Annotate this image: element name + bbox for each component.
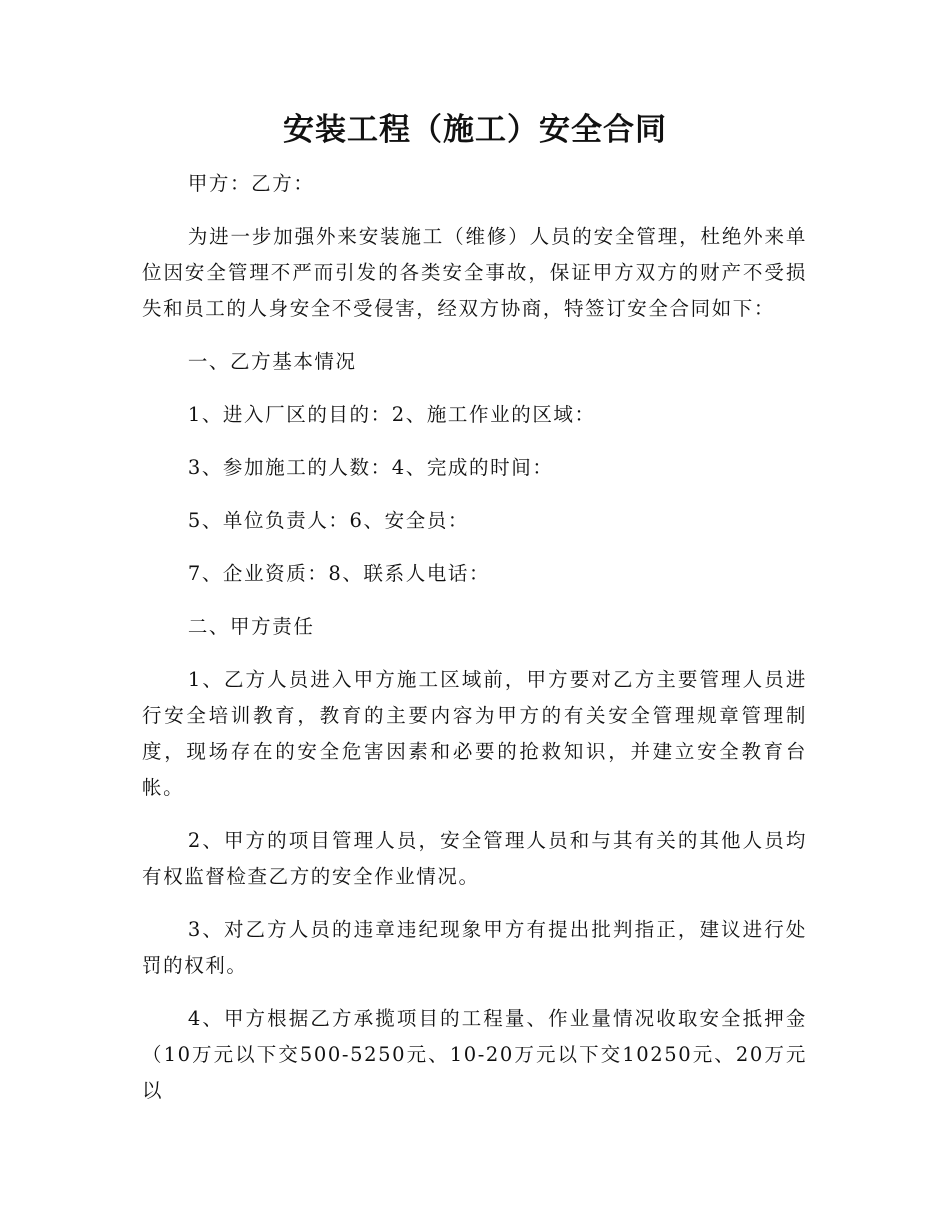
duty-clause-2: 2、甲方的项目管理人员，安全管理人员和与其有关的其他人员均有权监督检查乙方的安全作业情况。 bbox=[142, 829, 807, 888]
info-line-leader-safety-officer: 5、单位负责人：6、安全员： bbox=[187, 509, 470, 532]
intro-paragraph: 为进一步加强外来安装施工（维修）人员的安全管理，杜绝外来单位因安全管理不严而引发的各类安全事故，保证甲方双方的财产不受损失和员工的人身安全不受侵害，经双方协商，特签订安全合同如下： bbox=[142, 225, 807, 320]
info-line-headcount-time: 3、参加施工的人数：4、完成的时间： bbox=[187, 456, 554, 479]
document-body bbox=[142, 166, 807, 1126]
info-line-purpose-area: 1、进入厂区的目的：2、施工作业的区域： bbox=[187, 403, 596, 426]
section-heading-party-b-info: 一、乙方基本情况 bbox=[187, 350, 357, 373]
duty-clause-4: 4、甲方根据乙方承揽项目的工程量、作业量情况收取安全抵押金（10万元以下交500-5250元、10-20万元以下交10250元、20万元以 bbox=[142, 1007, 807, 1102]
duty-clause-3: 3、对乙方人员的违章违纪现象甲方有提出批判指正，建议进行处罚的权利。 bbox=[142, 918, 807, 977]
duty-clause-1: 1、乙方人员进入甲方施工区域前，甲方要对乙方主要管理人员进行安全培训教育，教育的主要内容为甲方的有关安全管理规章管理制度，现场存在的安全危害因素和必要的抢救知识，并建立安全教育台帐。 bbox=[142, 668, 807, 799]
info-line-qualification-phone: 7、企业资质：8、联系人电话： bbox=[187, 562, 491, 585]
section-heading-party-a-duties: 二、甲方责任 bbox=[187, 615, 315, 638]
parties-line: 甲方：乙方： bbox=[187, 172, 315, 195]
document-title: 安装工程（施工）安全合同 bbox=[283, 112, 667, 148]
